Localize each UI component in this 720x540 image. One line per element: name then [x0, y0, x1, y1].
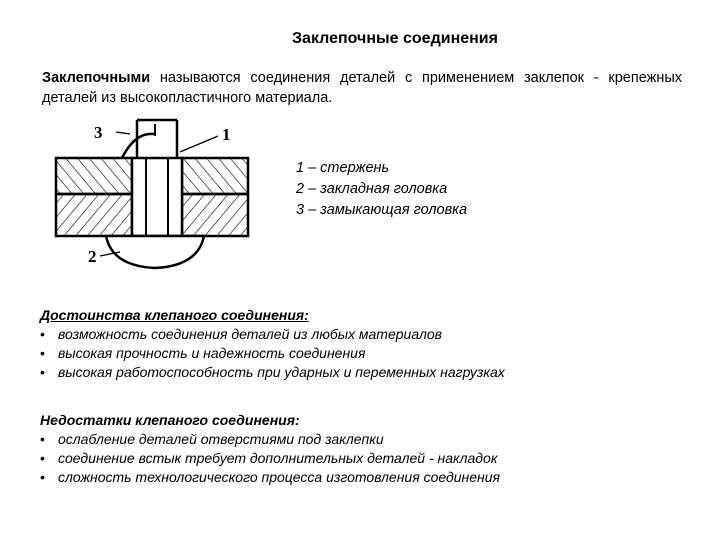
- figure-label-3: 3: [94, 123, 103, 142]
- rivet-shank: [132, 158, 182, 236]
- list-item: • соединение встык требует дополнительных деталей - накладок: [40, 449, 500, 468]
- list-item: • ослабление деталей отверстиями под заклепки: [40, 430, 500, 449]
- embedded-head: [106, 236, 204, 268]
- legend-item: 3 – замыкающая головка: [296, 202, 468, 218]
- list-item: • высокая прочность и надежность соединения: [40, 344, 505, 363]
- figure-legend: [296, 158, 467, 221]
- intro-paragraph: [42, 68, 682, 108]
- intro-term: Заклепочными: [42, 70, 151, 86]
- rivet-diagram: [50, 112, 260, 282]
- list-item: • сложность технологического процесса изготовления соединения: [40, 468, 500, 487]
- disadvantages-section: [40, 411, 500, 487]
- page-title: Заклепочные соединения: [292, 30, 498, 47]
- legend-item: 1 – стержень: [296, 160, 390, 176]
- list-item: • возможность соединения деталей из любых материалов: [40, 325, 505, 344]
- protruding-shank: [137, 120, 177, 158]
- advantages-section: [40, 306, 505, 382]
- figure-label-1: 1: [222, 125, 231, 144]
- legend-item: 2 – закладная головка: [296, 181, 448, 197]
- advantages-list: [40, 325, 505, 382]
- intro-text: называются соединения деталей с применением заклепок - крепежных деталей из высокопластичного материала.: [42, 70, 682, 106]
- advantages-heading: Достоинства клепаного соединения:: [40, 307, 309, 323]
- disadvantages-list: [40, 430, 500, 487]
- list-item: • высокая работоспособность при ударных и переменных нагрузках: [40, 363, 505, 382]
- figure-label-2: 2: [88, 247, 97, 266]
- disadvantages-heading: Недостатки клепаного соединения:: [40, 412, 300, 428]
